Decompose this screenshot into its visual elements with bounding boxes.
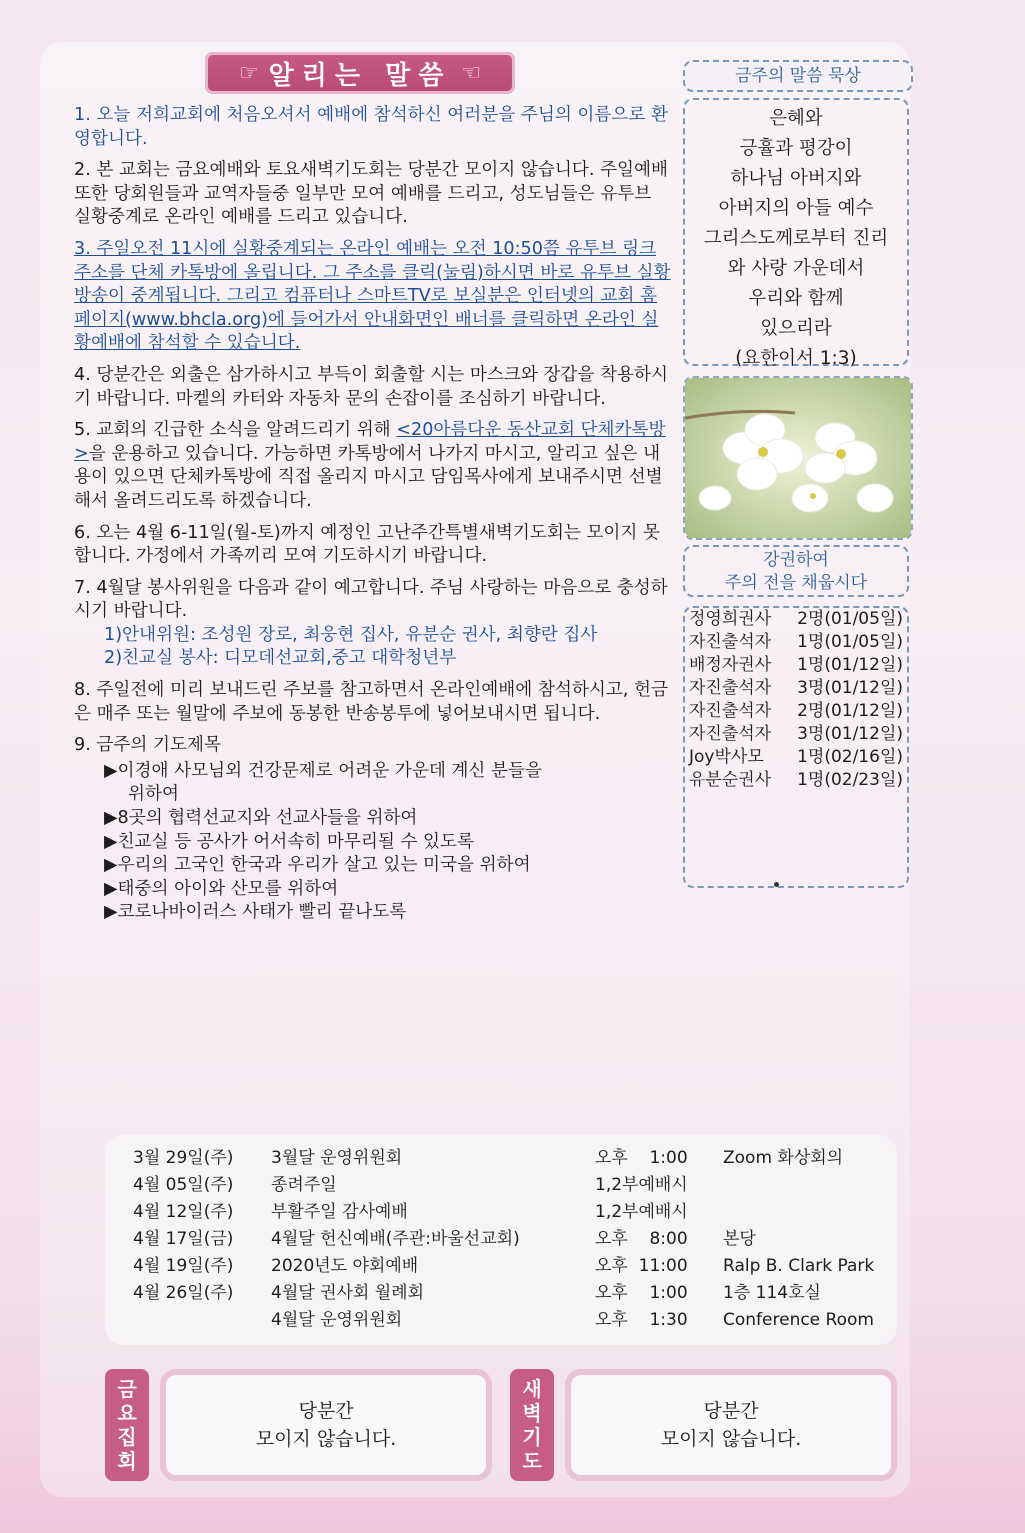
prayer-item: ▶8곳의 협력선교지와 선교사들을 위하여 [104, 808, 418, 829]
verse-line: 은혜와 [769, 108, 823, 129]
schedule-time: 오후 11:00 [595, 1256, 688, 1276]
list-item [689, 608, 903, 631]
attendance-title [683, 545, 909, 597]
verse-line: 우리와 함께 [748, 288, 844, 309]
prayer-item-cont: 위하여 [128, 784, 179, 805]
dawn-prayer-box [565, 1369, 897, 1481]
verse-line: 그리스도께로부터 진리 [703, 228, 889, 249]
kakao-group-link[interactable]: <20아름다운 동산교회 단체카톡방> [74, 420, 666, 464]
schedule-time: 오후 8:00 [595, 1229, 688, 1249]
attendee-name: Joy박사모 [689, 747, 764, 767]
attendee-name: 정영희권사 [689, 609, 772, 629]
schedule-time: 1,2부예배시 [595, 1202, 688, 1222]
verse-line: 와 사랑 가운데서 [727, 258, 865, 279]
schedule-event: 종려주일 [271, 1175, 337, 1195]
table-row [105, 1307, 897, 1334]
attendee-count: 2명(01/05일) [797, 609, 903, 629]
schedule-note: 1층 114호실 [723, 1283, 821, 1303]
prayer-item: ▶코로나바이러스 사태가 빨리 끝나도록 [104, 902, 407, 923]
prayer-item: ▶우리의 고국인 한국과 우리가 살고 있는 미국을 위하여 [104, 855, 531, 876]
table-row [105, 1145, 897, 1172]
attendee-count: 3명(01/12일) [797, 724, 903, 744]
friday-meeting-line1: 당분간 [298, 1400, 354, 1422]
schedule-event: 2020년도 야회예배 [271, 1256, 419, 1276]
schedule-table [105, 1135, 897, 1345]
notice-7-fellowship: 2)친교실 봉사: 디모데선교회,중고 대학청년부 [104, 648, 457, 669]
notice-5-text-b: 을 운용하고 있습니다. 가능하면 카톡방에서 나가지 마시고, 알리고 싶은 내용이 있으면 단체카톡방에 직접 올리지 마시고 담임목사에게 보내주시면 선별해서 올려드리도록 하겠습니다. [74, 443, 663, 511]
schedule-event: 4월달 헌신예배(주관:바울선교회) [271, 1229, 520, 1249]
schedule-event: 3월달 운영위원회 [271, 1148, 403, 1168]
schedule-note: Ralp B. Clark Park [723, 1256, 875, 1276]
schedule-time: 오후 1:00 [595, 1283, 688, 1303]
notice-6: 6. 오는 4월 6-11일(월-토)까지 예정인 고난주간특별새벽기도회는 모이지 못합니다. 가정에서 가족끼리 모여 기도하시기 바랍니다. [74, 522, 661, 567]
attendee-name: 자진출석자 [689, 701, 772, 721]
dawn-prayer-line1: 당분간 [703, 1400, 759, 1422]
list-item [689, 654, 903, 677]
verse-line: 아버지의 아들 예수 [718, 198, 874, 219]
notice-5 [74, 419, 672, 513]
friday-meeting-box [160, 1369, 492, 1481]
schedule-event: 4월달 권사회 월례회 [271, 1283, 424, 1303]
list-item [689, 677, 903, 700]
friday-meeting-line2: 모이지 않습니다. [255, 1428, 397, 1450]
prayer-item: ▶태중의 아이와 산모를 위하여 [104, 878, 339, 899]
schedule-event: 부활주일 감사예배 [271, 1202, 408, 1222]
attendee-count: 1명(02/16일) [797, 747, 903, 767]
dawn-prayer-tab [510, 1369, 554, 1481]
attendee-name: 자진출석자 [689, 678, 772, 698]
pointing-hand-left-icon: ☜ [461, 60, 482, 86]
schedule-event: 4월달 운영위원회 [271, 1310, 403, 1330]
table-row [105, 1226, 897, 1253]
table-row [105, 1199, 897, 1226]
list-item [689, 746, 903, 769]
schedule-date: 4월 12일(주) [133, 1202, 234, 1222]
notice-8: 8. 주일전에 미리 보내드린 주보를 참고하면서 온라인예배에 참석하시고, 헌금은 매주 또는 월말에 주보에 동봉한 반송봉투에 넣어보내시면 됩니다. [74, 680, 668, 724]
list-item [689, 769, 903, 792]
list-item [689, 631, 903, 654]
announcements-banner [205, 52, 515, 94]
schedule-note: 본당 [723, 1229, 756, 1249]
verse-reference: (요한이서 1:3) [735, 348, 857, 369]
prayer-item: ▶친교실 등 공사가 어서속히 마무리될 수 있도록 [104, 831, 475, 852]
notice-7: 7. 4월달 봉사위원을 다음과 같이 예고합니다. 주님 사랑하는 마음으로 충성하시기 바랍니다. [74, 577, 668, 622]
verse-box [683, 98, 909, 369]
pointing-hand-right-icon: ☞ [238, 60, 259, 86]
verse-line: 긍휼과 평강이 [739, 138, 853, 159]
attendee-count: 1명(01/05일) [797, 632, 903, 652]
friday-meeting-tab [105, 1369, 149, 1481]
attendee-name: 자진출석자 [689, 632, 772, 652]
verse-line: 하나님 아버지와 [730, 168, 862, 189]
notice-2: 2. 본 교회는 금요예배와 토요새벽기도회는 당분간 모이지 않습니다. 주일예배 또한 당회원들과 교역자들중 일부만 모여 예배를 드리고, 성도님들은 유투브 실황중계로 온라인 예배를 드리고 있습니다. [74, 160, 668, 228]
table-row [105, 1172, 897, 1199]
schedule-time: 오후 1:00 [595, 1148, 688, 1168]
list-item [689, 700, 903, 723]
verse-title: 금주의 말씀 묵상 [683, 60, 913, 92]
attendee-name: 유분순권사 [689, 770, 772, 790]
notice-5-text-a: 5. 교회의 긴급한 소식을 알려드리기 위해 [74, 420, 397, 441]
attendance-title-line2: 주의 전을 채웁시다 [724, 573, 868, 593]
decorative-dot [774, 882, 779, 887]
dawn-prayer-label: 새 벽 기 도 [522, 1377, 542, 1473]
notice-4: 4. 당분간은 외출은 삼가하시고 부득이 회출할 시는 마스크와 장갑을 착용하시기 바랍니다. 마켙의 카터와 자동차 문의 손잡이를 조심하기 바랍니다. [74, 364, 668, 409]
attendee-name: 자진출석자 [689, 724, 772, 744]
schedule-time: 1,2부예배시 [595, 1175, 688, 1195]
attendance-list [683, 606, 909, 888]
table-row [105, 1253, 897, 1280]
friday-meeting-label: 금 요 집 회 [117, 1377, 137, 1473]
schedule-note: Conference Room [723, 1310, 874, 1330]
attendee-count: 2명(01/12일) [797, 701, 903, 721]
schedule-date: 4월 26일(주) [133, 1283, 234, 1303]
dawn-prayer-line2: 모이지 않습니다. [660, 1428, 802, 1450]
banner-title: 알리는 말씀 [268, 60, 452, 91]
schedule-date: 3월 29일(주) [133, 1148, 234, 1168]
table-row [105, 1280, 897, 1307]
schedule-note: Zoom 화상회의 [723, 1148, 844, 1168]
notices-list [74, 104, 672, 925]
prayer-item: ▶이경애 사모님외 건강문제로 어려운 가운데 계신 분들을 [104, 760, 542, 781]
notice-7-ushers: 1)안내위원: 조성원 장로, 최웅현 집사, 유분순 권사, 최향란 집사 [104, 624, 598, 645]
notice-3[interactable]: 3. 주일오전 11시에 실황중계되는 온라인 예배는 오전 10:50쯤 유투브 링크주소를 단체 카톡방에 올립니다. 그 주소를 클릭(눌림)하시면 바로 유투브 실황방송이 중계됩니다. 그리고 컴퓨터나 스마트TV로 보실분은 인터넷의 교회 홈페이지(www.bhcla.org)에 들어가서 안내화면인 배너를 클릭하면 온라인 실황예배에 참석할 수 있습니다. [74, 238, 671, 354]
attendee-count: 1명(02/23일) [797, 770, 903, 790]
attendance-title-line1: 강권하여 [763, 550, 829, 570]
flower-photo [683, 376, 913, 540]
notice-9: 9. 금주의 기도제목 [74, 735, 221, 756]
schedule-date: 4월 19일(주) [133, 1256, 234, 1276]
attendee-count: 1명(01/12일) [797, 655, 903, 675]
notice-1: 1. 오늘 저희교회에 처음오셔서 예배에 참석하신 여러분을 주님의 이름으로 환영합니다. [74, 105, 668, 149]
schedule-date: 4월 05일(주) [133, 1175, 234, 1195]
attendee-name: 배정자권사 [689, 655, 772, 675]
list-item [689, 723, 903, 746]
schedule-date: 4월 17일(금) [133, 1229, 234, 1249]
schedule-time: 오후 1:30 [595, 1310, 688, 1330]
verse-line: 있으리라 [760, 318, 832, 339]
attendee-count: 3명(01/12일) [797, 678, 903, 698]
